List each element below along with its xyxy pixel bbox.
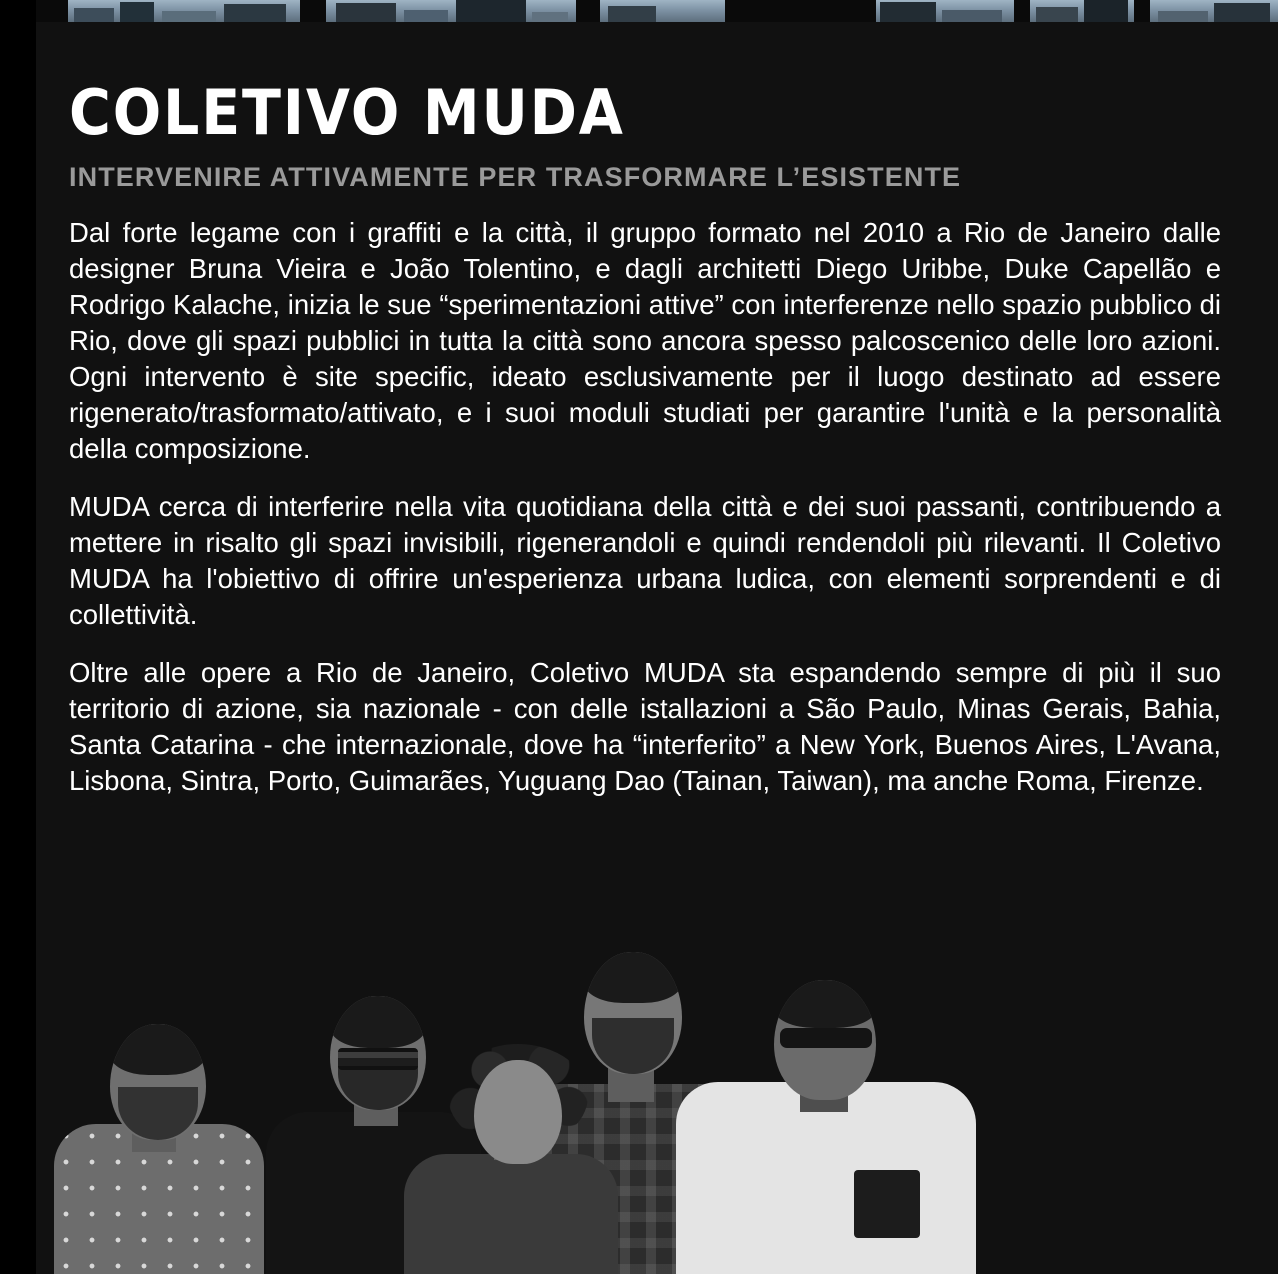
thumbnail-shape: [880, 2, 936, 22]
thumbnail-shape: [224, 4, 286, 22]
sunglasses-icon: [780, 1028, 872, 1048]
group-photo: [36, 874, 1278, 1274]
photo-person-hair: [330, 996, 426, 1048]
page-title: COLETIVO MUDA: [69, 76, 625, 149]
thumbnail-shape: [336, 3, 396, 22]
photo-person-shirt-graphic: [854, 1170, 920, 1238]
photo-person-hair: [110, 1024, 206, 1075]
photo-person: [54, 1024, 264, 1274]
body-paragraph-3: Oltre alle opere a Rio de Janeiro, Coletivo MUDA sta espandendo sempre di più il suo territorio di azione, sia nazionale - con delle istallazioni a São Paulo, Minas Gerais, Bahia, Santa Catarina - che internazionale, dove ha “interferito” a New York, Buenos Aires, L'Avana, Lisbona, Sintra, Porto, Guimarães, Yuguang Dao (Tainan, Taiwan), ma anche Roma, Firenze.: [69, 657, 1221, 797]
thumbnail-shape: [74, 8, 114, 22]
article-content: [69, 76, 1221, 799]
thumbnail-shape: [162, 11, 216, 22]
thumbnail-shape: [608, 6, 656, 22]
image-gallery-strip[interactable]: [0, 0, 1278, 22]
gallery-left-gutter: [0, 0, 36, 22]
thumbnail-shape: [1158, 11, 1208, 22]
thumbnail-shape: [404, 10, 448, 22]
page-subtitle: INTERVENIRE ATTIVAMENTE PER TRASFORMARE L’ESISTENTE: [69, 162, 962, 192]
gallery-thumbnail[interactable]: [876, 0, 1014, 22]
photo-person-hair: [584, 952, 682, 1003]
gallery-thumbnail[interactable]: [600, 0, 725, 22]
photo-person-torso: [404, 1154, 618, 1274]
gallery-thumbnail[interactable]: [1030, 0, 1134, 22]
photo-person-head: [474, 1060, 562, 1164]
body-paragraph-1: Dal forte legame con i graffiti e la città, il gruppo formato nel 2010 a Rio de Janeiro dalle designer Bruna Vieira e João Tolentino, e dagli architetti Diego Uribbe, Duke Capellão e Rodrigo Kalache, inizia le sue “sperimentazioni attive” con interferenze nello spazio pubblico di Rio, dove gli spazi pubblici in tutta la città sono ancora spesso palcoscenico delle loro azioni. Ogni intervento è site specific, ideato esclusivamente per il luogo destinato ad essere rigenerato/trasformato/attivato, e i suoi moduli studiati per garantire l'unità e la personalità della composizione.: [69, 217, 1221, 465]
thumbnail-shape: [120, 2, 154, 22]
thumbnail-shape: [942, 10, 1002, 22]
thumbnail-shape: [456, 0, 526, 22]
photo-person-hair: [774, 980, 876, 1028]
thumbnail-shape: [1036, 7, 1078, 22]
photo-top-fade: [36, 874, 1278, 934]
photo-person-head: [110, 1024, 206, 1140]
thumbnail-shape: [1084, 0, 1128, 22]
photo-person: [676, 974, 976, 1274]
body-paragraph-2: MUDA cerca di interferire nella vita quotidiana della città e dei suoi passanti, contribuendo a mettere in risalto gli spazi invisibili, rigenerandoli e quindi rendendoli più rilevanti. Il Coletivo MUDA ha l'obiettivo di offrire un'esperienza urbana ludica, con elementi sorprendenti e di collettività.: [69, 491, 1221, 631]
photo-person: [386, 1044, 636, 1274]
gallery-thumbnail[interactable]: [326, 0, 576, 22]
thumbnail-shape: [1214, 3, 1270, 22]
thumbnail-shape: [532, 12, 568, 22]
gallery-thumbnail[interactable]: [68, 0, 300, 22]
article-panel: [36, 22, 1278, 1274]
gallery-thumbnail[interactable]: [1150, 0, 1278, 22]
